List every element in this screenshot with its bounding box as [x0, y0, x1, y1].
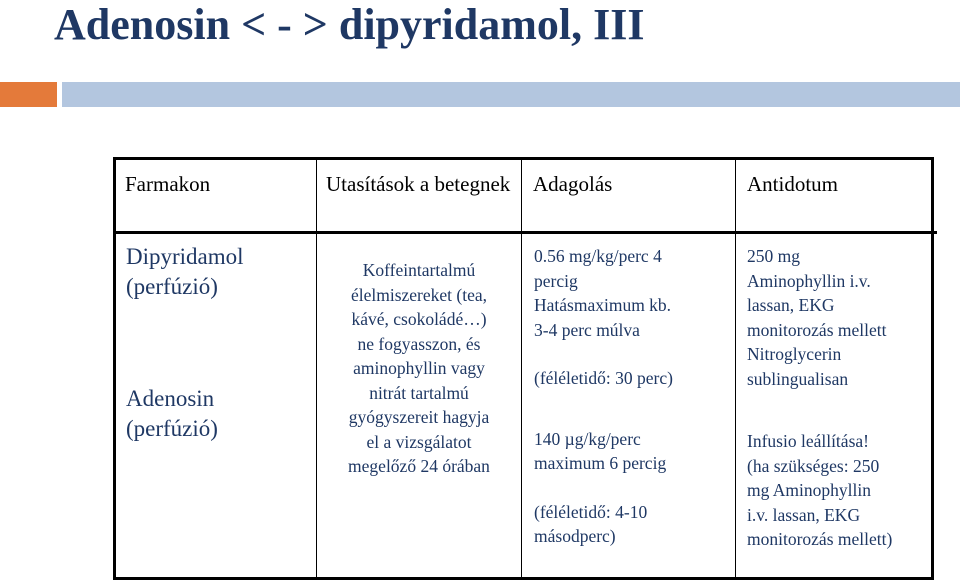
cell-farmakon: [116, 234, 317, 577]
patient-instructions: Koffeintartalmú élelmiszereket (tea, kávé, csokoládé…) ne fogyasszon, és aminophyllin vagy nitrát tartalmú gyógyszereit hagyja el a vizsgálatot megelőző 24 órában: [348, 260, 490, 476]
cell-antidotum: [736, 234, 937, 577]
header-utasitasok-label: Utasítások a betegnek: [326, 172, 511, 196]
drug-comparison-table: [113, 157, 934, 580]
accent-bar-blue: [62, 82, 960, 107]
header-antidotum-label: Antidotum: [747, 172, 839, 196]
cell-adagolas: [522, 234, 736, 577]
halflife-adenosin: (féléletidő: 4-10 másodperc): [534, 501, 648, 546]
header-utasitasok: [317, 160, 522, 234]
dosage-dipyridamol: 0.56 mg/kg/perc 4 percig Hatásmaximum kb. 3-4 perc múlva: [534, 246, 672, 340]
header-adagolas-label: Adagolás: [533, 172, 613, 196]
slide-title: Adenosin < - > dipyridamol, III: [54, 0, 645, 49]
halflife-dipyridamol: (féléletidő: 30 perc): [534, 368, 673, 388]
drug-name-adenosin: Adenosin: [126, 386, 215, 411]
cell-utasitasok: [317, 234, 522, 577]
accent-bar-orange: [0, 82, 57, 107]
header-farmakon-label: Farmakon: [125, 172, 211, 196]
drug-route-dipyridamol: (perfúzió): [126, 274, 218, 299]
header-farmakon: [116, 160, 317, 234]
antidote-dipyridamol: 250 mg Aminophyllin i.v. lassan, EKG monitorozás mellett Nitroglycerin sublingualisan: [747, 246, 887, 389]
dosage-adenosin: 140 µg/kg/perc maximum 6 percig: [534, 428, 667, 473]
header-antidotum: [736, 160, 937, 234]
antidote-adenosin: Infusio leállítása! (ha szükséges: 250 mg Aminophyllin i.v. lassan, EKG monitorozás mellett): [747, 431, 893, 549]
drug-name-dipyridamol: Dipyridamol: [126, 244, 244, 269]
drug-route-adenosin: (perfúzió): [126, 416, 218, 441]
header-adagolas: [522, 160, 736, 234]
